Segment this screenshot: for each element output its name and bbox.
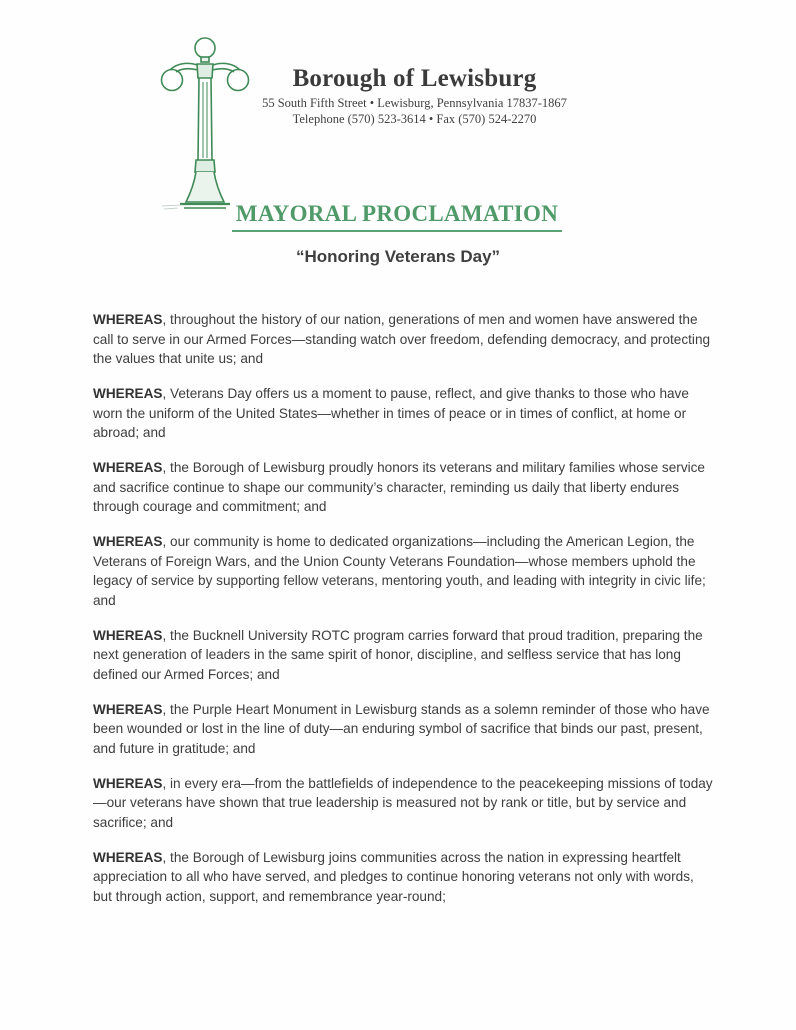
clause-text: , the Purple Heart Monument in Lewisburg stands as a solemn reminder of those who have been wounded or lost in the line of duty—an enduring symbol of sacrifice that binds our past, present, and future in gratitude; and bbox=[93, 701, 710, 756]
whereas-clause bbox=[93, 774, 713, 833]
org-name: Borough of Lewisburg bbox=[292, 65, 537, 92]
clause-text: , the Borough of Lewisburg proudly honors its veterans and military families whose service and sacrifice continue to shape our community’s character, reminding us daily that liberty endures through courage and commitment; and bbox=[93, 460, 705, 514]
whereas-clause bbox=[93, 532, 713, 610]
letterhead bbox=[252, 64, 577, 127]
whereas-clause bbox=[93, 848, 713, 907]
org-phone-fax: Telephone (570) 523-3614 • Fax (570) 524-2270 bbox=[292, 112, 537, 126]
proclamation-title: MAYORAL PROCLAMATION bbox=[232, 200, 562, 232]
whereas-clause bbox=[93, 700, 713, 759]
whereas-lead: WHEREAS bbox=[93, 849, 163, 865]
clause-text: , the Bucknell University ROTC program carries forward that proud tradition, preparing the next generation of leaders in the same spirit of honor, discipline, and selfless service that has long defined our Armed Forces; and bbox=[93, 627, 703, 682]
proclamation-subtitle: “Honoring Veterans Day” bbox=[295, 247, 501, 266]
org-address: 55 South Fifth Street • Lewisburg, Pennsylvania 17837-1867 bbox=[262, 96, 567, 110]
proclamation-body bbox=[93, 310, 713, 922]
clause-text: , our community is home to dedicated organizations—including the American Legion, the Veterans of Foreign Wars, and the Union County Veterans Foundation—whose members uphold the legacy of service by supporting fellow veterans, mentoring youth, and leading with integrity in civic life; and bbox=[93, 534, 706, 608]
whereas-lead: WHEREAS bbox=[93, 701, 163, 717]
whereas-clause bbox=[93, 626, 713, 685]
whereas-lead: WHEREAS bbox=[93, 312, 163, 327]
street-lamp-icon bbox=[160, 34, 250, 212]
whereas-lead: WHEREAS bbox=[93, 627, 163, 643]
whereas-clause bbox=[93, 458, 713, 517]
clause-text: , in every era—from the battlefields of independence to the peacekeeping missions of today—our veterans have shown that true leadership is measured not by rank or title, but by service and sacrifice; and bbox=[93, 775, 713, 830]
whereas-lead: WHEREAS bbox=[93, 386, 163, 401]
whereas-clause bbox=[93, 310, 713, 369]
clause-text: , Veterans Day offers us a moment to pause, reflect, and give thanks to those who have worn the uniform of the United States—whether in times of peace or in times of conflict, at home or abroad; and bbox=[93, 386, 689, 440]
clause-text: , the Borough of Lewisburg joins communities across the nation in expressing heartfelt appreciation to all who have served, and pledges to continue honoring veterans not only with words, but through action, support, and remembrance year-round; bbox=[93, 849, 694, 904]
whereas-lead: WHEREAS bbox=[93, 460, 163, 475]
whereas-clause bbox=[93, 384, 713, 443]
whereas-lead: WHEREAS bbox=[93, 534, 163, 549]
whereas-lead: WHEREAS bbox=[93, 775, 163, 791]
clause-text: , throughout the history of our nation, generations of men and women have answered the call to serve in our Armed Forces—standing watch over freedom, defending democracy, and protecting the values that unite us; and bbox=[93, 312, 711, 366]
